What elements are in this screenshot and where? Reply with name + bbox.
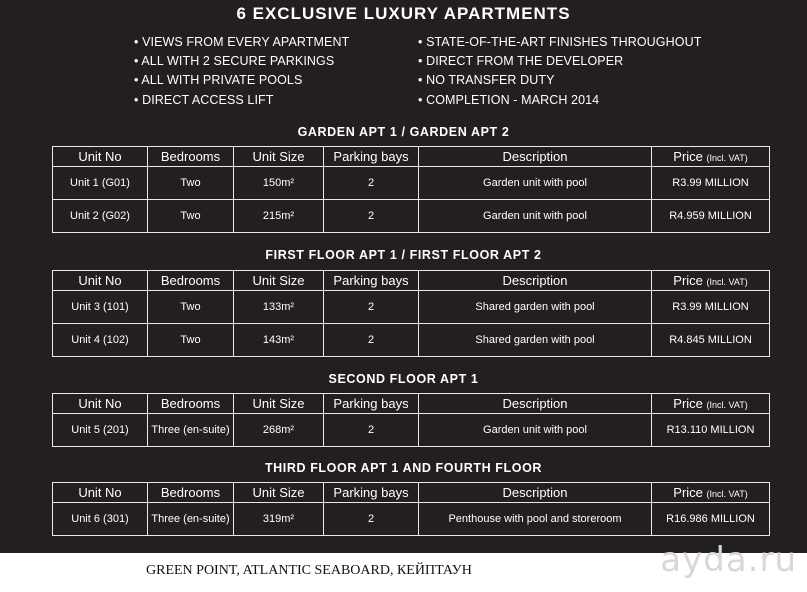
header-row: Unit No Bedrooms Unit Size Parking bays Description Price (Incl. VAT) — [53, 271, 770, 291]
col-bedrooms-header: Bedrooms — [148, 147, 234, 167]
table-row: Unit 3 (101) Two 133m² 2 Shared garden with pool R3.99 MILLION — [53, 291, 770, 324]
header-row — [53, 147, 770, 167]
feature-item: • COMPLETION - MARCH 2014 — [418, 93, 600, 107]
feature-item: • ALL WITH PRIVATE POOLS — [134, 73, 303, 87]
col-price-header: Price (Incl. VAT) — [652, 147, 770, 167]
col-size-header: Unit Size — [234, 147, 324, 167]
watermark-logo: ayda.ru — [660, 540, 797, 580]
col-unit-header: Unit No — [53, 147, 148, 167]
col-description-header: Description — [419, 147, 652, 167]
section-title: SECOND FLOOR APT 1 — [328, 372, 479, 386]
col-parking-header: Parking bays — [324, 147, 419, 167]
units-table — [52, 146, 770, 233]
units-table — [52, 270, 770, 357]
location-caption: GREEN POINT, ATLANTIC SEABOARD, КЕЙПТАУН — [146, 563, 472, 578]
units-table — [52, 482, 770, 536]
feature-item: • DIRECT FROM THE DEVELOPER — [418, 54, 624, 68]
units-table — [52, 393, 770, 447]
section-title: GARDEN APT 1 / GARDEN APT 2 — [297, 125, 510, 139]
feature-item: • NO TRANSFER DUTY — [418, 73, 555, 87]
section-title: THIRD FLOOR APT 1 AND FOURTH FLOOR — [264, 461, 543, 475]
table-row: Unit 2 (G02) Two 215m² 2 Garden unit with pool R4.959 MILLION — [53, 200, 770, 233]
table-row: Unit 5 (201) Three (en-suite) 268m² 2 Garden unit with pool R13.110 MILLION — [53, 414, 770, 447]
header-row: Unit No Bedrooms Unit Size Parking bays Description Price (Incl. VAT) — [53, 483, 770, 503]
feature-item: • STATE-OF-THE-ART FINISHES THROUGHOUT — [418, 35, 702, 49]
feature-item: • ALL WITH 2 SECURE PARKINGS — [134, 54, 335, 68]
table-row: Unit 4 (102) Two 143m² 2 Shared garden with pool R4.845 MILLION — [53, 324, 770, 357]
table-row: Unit 1 (G01) Two 150m² 2 Garden unit with pool R3.99 MILLION — [53, 167, 770, 200]
table-row: Unit 6 (301) Three (en-suite) 319m² 2 Penthouse with pool and storeroom R16.986 MILLION — [53, 503, 770, 536]
section-title: FIRST FLOOR APT 1 / FIRST FLOOR APT 2 — [265, 248, 542, 262]
page-title: 6 EXCLUSIVE LUXURY APARTMENTS — [236, 4, 571, 23]
feature-item: • VIEWS FROM EVERY APARTMENT — [134, 35, 350, 49]
feature-item: • DIRECT ACCESS LIFT — [134, 93, 274, 107]
header-row: Unit No Bedrooms Unit Size Parking bays Description Price (Incl. VAT) — [53, 394, 770, 414]
